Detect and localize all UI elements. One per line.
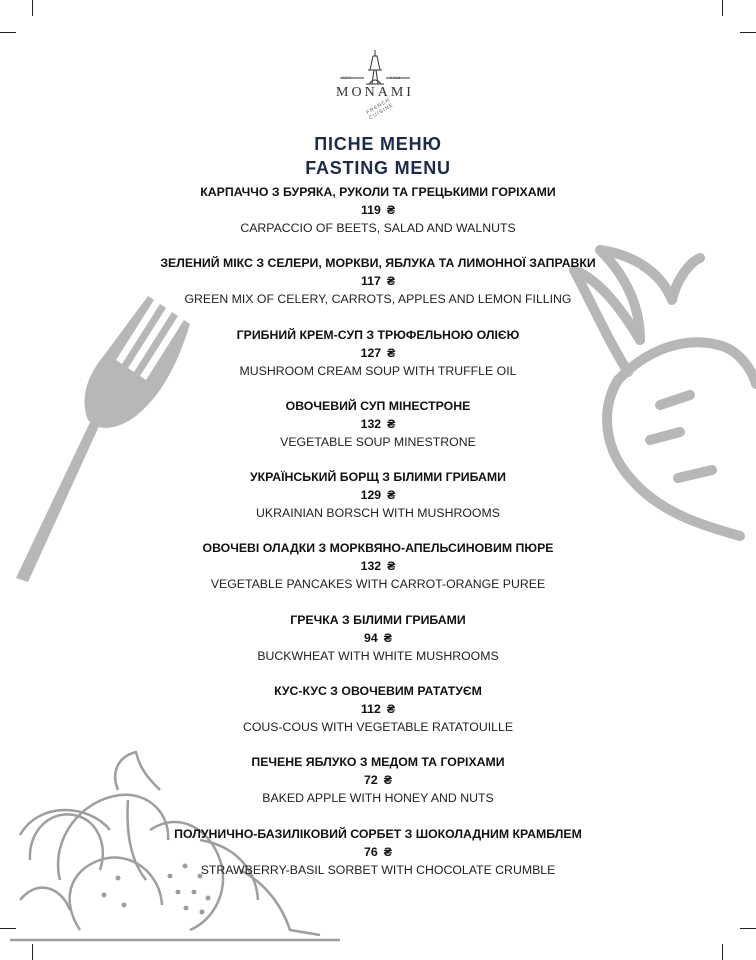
currency-symbol: ₴	[387, 345, 396, 360]
menu-item	[0, 468, 756, 539]
menu-item-price-value: 127	[360, 345, 382, 360]
menu-items-list	[0, 183, 756, 896]
menu-item-price	[0, 557, 756, 575]
restaurant-logo	[320, 48, 430, 128]
currency-symbol: ₴	[387, 416, 396, 431]
menu-item-price-value: 119	[360, 203, 381, 217]
menu-item-name-en: UKRAINIAN BORSCH WITH MUSHROOMS	[256, 506, 500, 521]
menu-item	[0, 183, 756, 254]
menu-item-name-ua: КАРПАЧЧО З БУРЯКА, РУКОЛИ ТА ГРЕЦЬКИМИ ГОРІХАМИ	[200, 185, 556, 199]
menu-item-name-en: STRAWBERRY-BASIL SORBET WITH CHOCOLATE CRUMBLE	[200, 862, 556, 877]
menu-item-name-ua: ЗЕЛЕНИЙ МІКС З СЕЛЕРИ, МОРКВИ, ЯБЛУКА ТА ЛИМОННОЇ ЗАПРАВКИ	[160, 256, 596, 271]
menu-item-price-value: 132	[360, 416, 382, 431]
menu-title-ua: ПІСНЕ МЕНЮ	[314, 134, 442, 154]
menu-item-price	[0, 486, 756, 504]
menu-item-price	[0, 843, 756, 861]
menu-item	[0, 682, 756, 753]
menu-item-name-en: CARPACCIO OF BEETS, SALAD AND WALNUTS	[240, 221, 516, 235]
menu-item-name-en: BUCKWHEAT WITH WHITE MUSHROOMS	[257, 648, 499, 663]
est-year: 2016	[390, 75, 401, 80]
menu-item-price	[0, 344, 756, 362]
menu-item-price-value: 94	[364, 630, 378, 645]
currency-symbol: ₴	[383, 630, 392, 645]
menu-item-price-value: 112	[360, 702, 381, 717]
menu-item-name-en: GREEN MIX OF CELERY, CARROTS, APPLES AND LEMON FILLING	[184, 292, 572, 307]
menu-item-price	[0, 629, 756, 647]
currency-symbol: ₴	[387, 559, 396, 574]
menu-item-price-value: 129	[360, 488, 382, 503]
menu-item-price-value: 72	[364, 773, 378, 788]
menu-item-price	[0, 700, 756, 718]
menu-item	[0, 611, 756, 682]
menu-item-price	[0, 272, 756, 290]
menu-item-price-value: 132	[360, 559, 382, 574]
menu-item-name-ua: УКРАЇНСЬКИЙ БОРЩ З БІЛИМИ ГРИБАМИ	[250, 470, 506, 485]
currency-symbol: ₴	[383, 844, 392, 859]
menu-item-name-ua: КУС-КУС З ОВОЧЕВИМ РАТАТУЄМ	[274, 684, 482, 699]
currency-symbol: ₴	[383, 773, 392, 788]
menu-item-price-value: 76	[364, 844, 378, 859]
menu-item-name-ua: ГРЕЧКА З БІЛИМИ ГРИБАМИ	[290, 612, 466, 627]
currency-symbol: ₴	[386, 203, 396, 217]
menu-item	[0, 539, 756, 610]
menu-item	[0, 397, 756, 468]
menu-item-name-en: BAKED APPLE WITH HONEY AND NUTS	[262, 791, 494, 806]
menu-item-name-ua: ОВОЧЕВИЙ СУП МІНЕСТРОНЕ	[285, 398, 471, 413]
currency-symbol: ₴	[387, 488, 396, 503]
menu-item-price	[0, 771, 756, 789]
brand-name: MONAMI	[336, 85, 414, 100]
menu-item	[0, 753, 756, 824]
brand-tagline: FRENCH CUISINE	[365, 97, 395, 122]
menu-item-name-en: VEGETABLE SOUP MINESTRONE	[280, 434, 476, 449]
menu-item	[0, 254, 756, 325]
menu-item-name-en: COUS-COUS WITH VEGETABLE RATATOUILLE	[242, 720, 514, 735]
menu-item-name-en: VEGETABLE PANCAKES WITH CARROT-ORANGE PUREE	[210, 577, 546, 592]
est-label: EST.	[342, 75, 353, 80]
menu-item	[0, 825, 756, 896]
menu-item-name-ua: ПЕЧЕНЕ ЯБЛУКО З МЕДОМ ТА ГОРІХАМИ	[251, 755, 505, 770]
menu-item-name-ua: ПОЛУНИЧНО-БАЗИЛІКОВИЙ СОРБЕТ З ШОКОЛАДНИМ КРАМБЛЕМ	[174, 826, 582, 841]
menu-item-name-ua: ОВОЧЕВІ ОЛАДКИ З МОРКВЯНО-АПЕЛЬСИНОВИМ ПЮРЕ	[202, 541, 554, 556]
menu-item-price-value: 117	[360, 274, 381, 289]
currency-symbol: ₴	[386, 702, 396, 717]
menu-item-price	[0, 415, 756, 433]
menu-item	[0, 326, 756, 397]
menu-item-price	[0, 201, 756, 219]
currency-symbol: ₴	[386, 274, 396, 289]
menu-item-name-ua: ГРИБНИЙ КРЕМ-СУП З ТРЮФЕЛЬНОЮ ОЛІЄЮ	[236, 327, 520, 342]
menu-title-en: FASTING MENU	[305, 158, 451, 178]
menu-item-name-en: MUSHROOM CREAM SOUP WITH TRUFFLE OIL	[239, 363, 517, 378]
